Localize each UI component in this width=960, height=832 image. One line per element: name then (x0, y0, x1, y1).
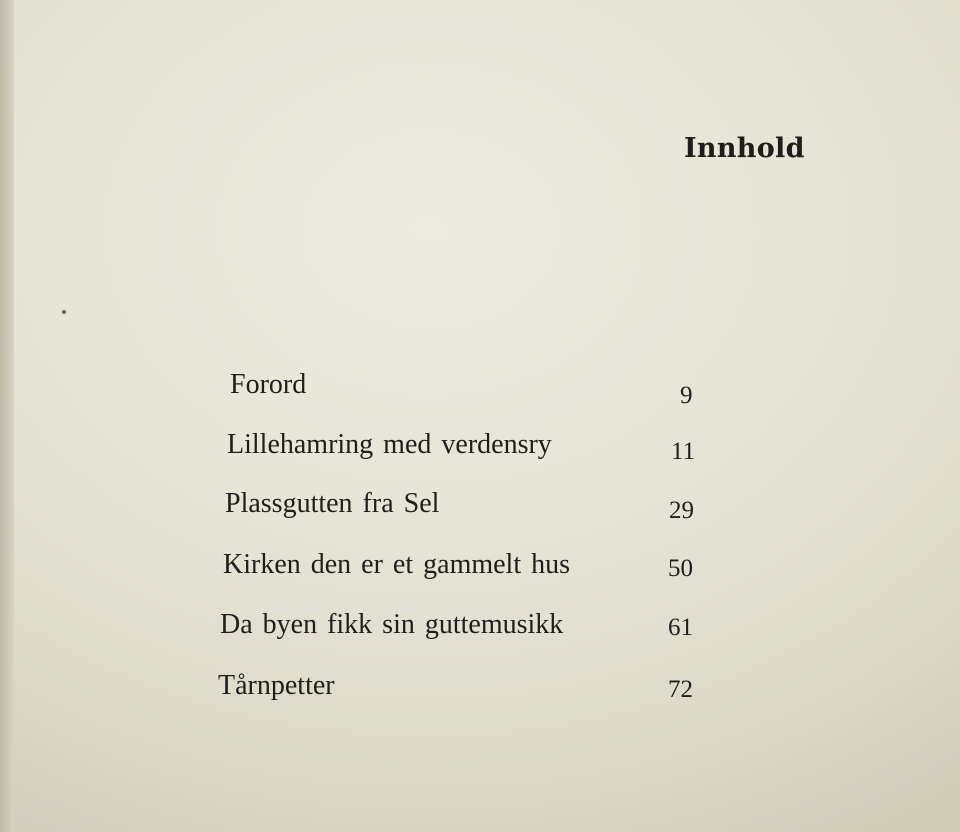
contents-heading: Innhold (684, 133, 805, 164)
toc-entry-title: Da byen fikk sin guttemusikk (220, 609, 564, 640)
page-edge (0, 0, 14, 832)
toc-entry-title: Plassgutten fra Sel (225, 488, 440, 519)
toc-entry-title: Forord (230, 369, 307, 400)
toc-entry-page: 50 (668, 555, 693, 582)
toc-entry-title: Kirken den er et gammelt hus (223, 549, 571, 580)
toc-entry-page: 61 (668, 614, 693, 641)
toc-entry-page: 11 (671, 438, 696, 465)
toc-entry-title: Tårnpetter (218, 670, 335, 701)
toc-entry-page: 72 (668, 676, 693, 703)
paper-speck (62, 310, 66, 314)
toc-entry-page: 29 (669, 497, 694, 524)
toc-entry-page: 9 (680, 382, 693, 409)
toc-entry-title: Lillehamring med verdensry (227, 429, 552, 460)
